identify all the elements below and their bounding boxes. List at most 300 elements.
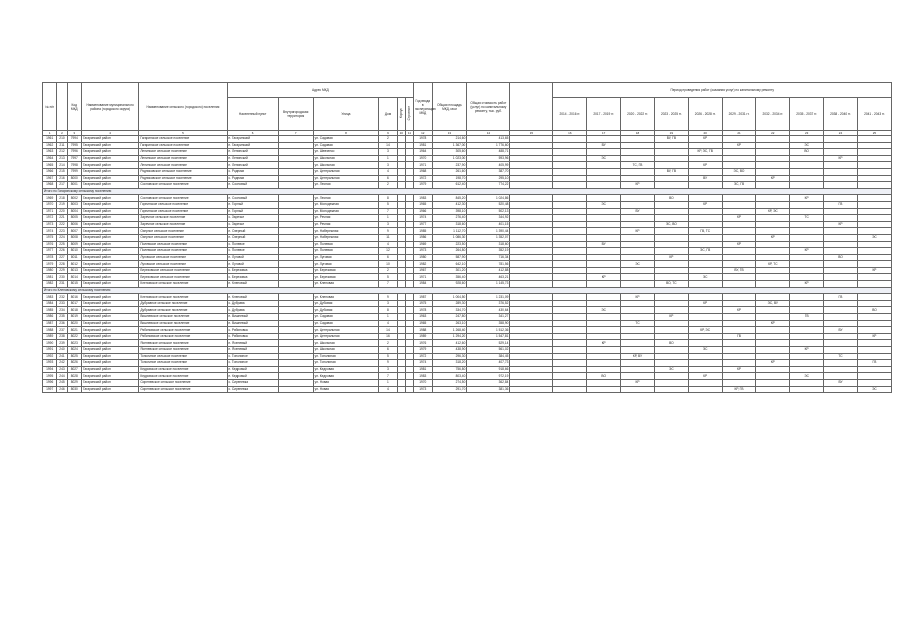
period-cell (553, 155, 587, 162)
cell-k (397, 254, 405, 261)
cell-a: 237,90 (432, 162, 467, 169)
period-cell (688, 208, 722, 215)
cell-d: Гагаринский район (81, 333, 138, 340)
period-cell: ВО (824, 254, 858, 261)
cell-st: ул. Центральная (313, 168, 379, 175)
period-cell: ГВ (857, 360, 891, 367)
table-row (43, 340, 892, 347)
period-cell (756, 379, 790, 386)
cell-tr (278, 320, 313, 327)
period-cell (553, 307, 587, 314)
cell-d: Гагаринский район (81, 274, 138, 281)
cell-n: 1975 (43, 234, 57, 241)
cell-code: 8004 (67, 208, 81, 215)
period-cell (553, 162, 587, 169)
period-cell (553, 248, 587, 255)
period-cell: КР (722, 241, 756, 248)
cell-y: 1974 (414, 215, 432, 222)
period-cell (722, 379, 756, 386)
period-cell (553, 208, 587, 215)
header-house: Дом (379, 98, 397, 131)
period-cell (790, 294, 824, 301)
cell-y: 1974 (414, 360, 432, 367)
cell-p: п. Озерный (227, 228, 278, 235)
cell-a: 412,30 (432, 201, 467, 208)
period-cell (722, 195, 756, 202)
period-cell (756, 386, 790, 393)
cell-p: с. Полевое (227, 241, 278, 248)
cell-id: 241 (57, 353, 67, 360)
cell-x (510, 215, 553, 222)
cell-c: 593,96 (467, 155, 510, 162)
cell-n: 1973 (43, 221, 57, 228)
period-cell (654, 353, 688, 360)
period-cell (654, 234, 688, 241)
cell-x (510, 320, 553, 327)
period-cell: КР (654, 254, 688, 261)
period-cell (756, 136, 790, 143)
cell-s: Ясеневское сельское поселение (139, 340, 227, 347)
cell-tr (278, 248, 313, 255)
cell-p: п. Кленовый (227, 294, 278, 301)
cell-b (405, 149, 413, 156)
cell-b (405, 136, 413, 143)
table-row (43, 300, 892, 307)
period-cell (756, 201, 790, 208)
period-cell: ВО (790, 149, 824, 156)
period-cell (654, 201, 688, 208)
period-cell (722, 254, 756, 261)
cell-x (510, 353, 553, 360)
cell-a: 756,80 (432, 366, 467, 373)
period-cell (688, 340, 722, 347)
cell-id: 244 (57, 373, 67, 380)
period-cell (857, 248, 891, 255)
cell-id: 246 (57, 386, 67, 393)
cell-n: 1992 (43, 353, 57, 360)
period-cell (824, 136, 858, 143)
cell-k (397, 294, 405, 301)
table-row (43, 360, 892, 367)
cell-p: п. Озерный (227, 234, 278, 241)
period-cell (654, 373, 688, 380)
cell-n: 1989 (43, 333, 57, 340)
cell-b (405, 314, 413, 321)
cell-x (510, 228, 553, 235)
cell-st: ул. Березовая (313, 267, 379, 274)
cell-id: 236 (57, 320, 67, 327)
period-cell (857, 162, 891, 169)
cell-c: 413,65 (467, 136, 510, 143)
cell-a: 301,20 (432, 267, 467, 274)
cell-a: 587,90 (432, 254, 467, 261)
column-number-cell: 16 (553, 131, 587, 136)
cell-n: 1977 (43, 248, 57, 255)
period-cell: ГВ (824, 201, 858, 208)
cell-x (510, 267, 553, 274)
period-cell (621, 281, 655, 288)
table-row (43, 281, 892, 288)
cell-y: 1978 (414, 307, 432, 314)
cell-b (405, 155, 413, 162)
period-cell (587, 261, 621, 268)
cell-c: 430,64 (467, 307, 510, 314)
cell-tr (278, 366, 313, 373)
period-cell (587, 228, 621, 235)
period-cell (553, 379, 587, 386)
cell-k (397, 228, 405, 235)
cell-p: с. Сиреневка (227, 379, 278, 386)
period-cell: ТС (790, 215, 824, 222)
cell-b (405, 333, 413, 340)
period-cell (621, 201, 655, 208)
period-cell (857, 379, 891, 386)
cell-s: Березовское сельское поселение (139, 274, 227, 281)
cell-y: 1984 (414, 281, 432, 288)
cell-k (397, 366, 405, 373)
period-cell: КР (824, 221, 858, 228)
cell-code: 8008 (67, 234, 81, 241)
cell-tr (278, 300, 313, 307)
period-cell (857, 274, 891, 281)
period-cell (654, 386, 688, 393)
cell-d: Гагаринский район (81, 340, 138, 347)
period-cell (824, 373, 858, 380)
cell-p: п. Луговой (227, 254, 278, 261)
cell-tr (278, 294, 313, 301)
header-period-1: 2014 - 2016 гг. (553, 98, 587, 131)
period-cell (587, 254, 621, 261)
period-cell: ВУ (824, 327, 858, 334)
cell-s: Дубравное сельское поселение (139, 307, 227, 314)
period-cell (756, 162, 790, 169)
cell-n: 1985 (43, 307, 57, 314)
header-cost-blank (510, 83, 553, 131)
header-no: № п/п (43, 83, 57, 131)
register-table (42, 82, 892, 393)
cell-h: 10 (379, 261, 397, 268)
period-cell (688, 182, 722, 189)
cell-tr (278, 221, 313, 228)
period-cell (621, 347, 655, 354)
period-cell (621, 136, 655, 143)
period-cell (654, 347, 688, 354)
period-cell (553, 234, 587, 241)
cell-code: 8027 (67, 366, 81, 373)
cell-st: ул. Лесная (313, 195, 379, 202)
cell-c: 488,71 (467, 149, 510, 156)
period-cell (790, 168, 824, 175)
cell-id: 245 (57, 379, 67, 386)
period-cell: ГВ (790, 314, 824, 321)
period-cell (688, 142, 722, 149)
cell-c: 502,13 (467, 208, 510, 215)
period-cell (587, 353, 621, 360)
cell-p: п. Кленовый (227, 281, 278, 288)
column-number-cell: 6 (227, 131, 278, 136)
cell-k (397, 320, 405, 327)
cell-s: Рябиновское сельское поселение (139, 327, 227, 334)
period-cell (654, 142, 688, 149)
header-period-9: 2038 - 2040 гг. (824, 98, 858, 131)
cell-k (397, 386, 405, 393)
cell-id: 212 (57, 149, 67, 156)
cell-d: Гагаринский район (81, 162, 138, 169)
cell-x (510, 327, 553, 334)
cell-tr (278, 353, 313, 360)
period-cell (857, 228, 891, 235)
period-cell (857, 208, 891, 215)
period-cell (654, 182, 688, 189)
cell-c: 362,84 (467, 379, 510, 386)
cell-s: Озерное сельское поселение (139, 234, 227, 241)
cell-a: 214,60 (432, 136, 467, 143)
cell-a: 1 004,50 (432, 294, 467, 301)
cell-id: 219 (57, 201, 67, 208)
period-cell (553, 327, 587, 334)
column-number-cell: 1 (43, 131, 57, 136)
period-cell (553, 386, 587, 393)
cell-b (405, 201, 413, 208)
cell-s: Вишневское сельское поселение (139, 320, 227, 327)
cell-k (397, 274, 405, 281)
cell-k (397, 340, 405, 347)
table-row (43, 248, 892, 255)
cell-b (405, 234, 413, 241)
period-cell (688, 379, 722, 386)
column-number-cell: 10 (397, 131, 405, 136)
cell-code: 8003 (67, 201, 81, 208)
cell-k (397, 234, 405, 241)
period-cell: КР, ЭС (688, 327, 722, 334)
cell-k (397, 333, 405, 340)
period-cell: КР (790, 347, 824, 354)
table-row (43, 215, 892, 222)
period-cell (722, 248, 756, 255)
period-cell (857, 300, 891, 307)
cell-h: 4 (379, 320, 397, 327)
period-cell: ЭС, ГВ (722, 182, 756, 189)
period-cell: КР (824, 155, 858, 162)
period-cell (587, 347, 621, 354)
cell-s: Кленовское сельское поселение (139, 294, 227, 301)
table-row (43, 162, 892, 169)
period-cell (621, 195, 655, 202)
period-cell (553, 366, 587, 373)
cell-a: 1 294,20 (432, 333, 467, 340)
period-cell (756, 281, 790, 288)
period-cell: КР (756, 175, 790, 182)
cell-a: 276,40 (432, 215, 467, 222)
cell-h: 11 (379, 234, 397, 241)
period-cell (756, 267, 790, 274)
cell-s: Гагаринское сельское поселение (139, 142, 227, 149)
cell-id: 226 (57, 248, 67, 255)
period-cell (587, 215, 621, 222)
period-cell (824, 314, 858, 321)
period-cell (790, 274, 824, 281)
period-cell (688, 333, 722, 340)
period-cell (553, 201, 587, 208)
column-number-cell: 7 (278, 131, 313, 136)
period-cell (688, 261, 722, 268)
period-cell (756, 366, 790, 373)
period-cell (857, 149, 891, 156)
cell-tr (278, 208, 313, 215)
period-cell: КР, ЭС (756, 208, 790, 215)
period-cell (790, 182, 824, 189)
period-cell (553, 274, 587, 281)
header-period-3: 2020 - 2022 гг. (621, 98, 655, 131)
period-cell (824, 261, 858, 268)
column-number-cell: 8 (313, 131, 379, 136)
period-cell: КР (790, 281, 824, 288)
period-cell (824, 168, 858, 175)
cell-y: 1965 (414, 320, 432, 327)
column-number-cell: 15 (510, 131, 553, 136)
column-number-cell: 20 (688, 131, 722, 136)
period-cell (654, 241, 688, 248)
period-cell (722, 175, 756, 182)
header-address: Адрес МКД (227, 83, 414, 98)
cell-n: 1971 (43, 208, 57, 215)
cell-a: 845,20 (432, 195, 467, 202)
period-cell (857, 168, 891, 175)
period-cell (587, 360, 621, 367)
cell-d: Гагаринский район (81, 136, 138, 143)
table-row (43, 267, 892, 274)
period-cell (587, 136, 621, 143)
table-row (43, 168, 892, 175)
header-district: Наименование муниципального района (городского округа) (81, 83, 138, 131)
cell-p: п. Вишневый (227, 320, 278, 327)
period-cell (654, 228, 688, 235)
cell-c: 561,02 (467, 347, 510, 354)
cell-d: Гагаринский район (81, 353, 138, 360)
period-cell (553, 353, 587, 360)
cell-h: 3 (379, 221, 397, 228)
cell-s: Сосновское сельское поселение (139, 195, 227, 202)
period-cell (824, 340, 858, 347)
cell-st: ул. Набережная (313, 228, 379, 235)
period-cell (857, 201, 891, 208)
cell-tr (278, 228, 313, 235)
cell-st: ул. Дубовая (313, 307, 379, 314)
cell-tr (278, 281, 313, 288)
cell-n: 1988 (43, 327, 57, 334)
period-cell (824, 195, 858, 202)
header-period-6: 2029 - 2031 гг. (722, 98, 756, 131)
cell-c: 405,99 (467, 162, 510, 169)
period-cell: ВУ (824, 379, 858, 386)
cell-tr (278, 195, 313, 202)
cell-d: Гагаринский район (81, 360, 138, 367)
cell-st: ул. Школьная (313, 155, 379, 162)
cell-c: 1 352,07 (467, 234, 510, 241)
table-row (43, 379, 892, 386)
cell-d: Гагаринский район (81, 248, 138, 255)
period-cell (790, 340, 824, 347)
cell-tr (278, 175, 313, 182)
cell-p: п. Вишневый (227, 314, 278, 321)
cell-x (510, 162, 553, 169)
period-cell (553, 149, 587, 156)
period-cell (688, 267, 722, 274)
cell-h: 1 (379, 215, 397, 222)
cell-b (405, 379, 413, 386)
cell-s: Дубравное сельское поселение (139, 300, 227, 307)
period-cell (654, 248, 688, 255)
header-blank (57, 83, 67, 131)
table-row (43, 347, 892, 354)
period-cell (857, 320, 891, 327)
cell-x (510, 307, 553, 314)
period-cell (553, 228, 587, 235)
column-number-cell: 18 (621, 131, 655, 136)
cell-h: 12 (379, 248, 397, 255)
period-cell (857, 182, 891, 189)
period-cell: КР (790, 195, 824, 202)
period-cell (857, 241, 891, 248)
cell-n: 1976 (43, 241, 57, 248)
period-cell (688, 386, 722, 393)
header-territory: Внутригородская территория (278, 98, 313, 131)
period-cell (756, 353, 790, 360)
cell-st: ул. Школьная (313, 162, 379, 169)
cell-x (510, 261, 553, 268)
cell-c: 358,90 (467, 320, 510, 327)
cell-a: 642,10 (432, 261, 467, 268)
period-cell (621, 142, 655, 149)
period-cell (654, 307, 688, 314)
cell-k (397, 168, 405, 175)
cell-x (510, 314, 553, 321)
cell-a: 334,70 (432, 307, 467, 314)
cell-h: 1 (379, 314, 397, 321)
table-row (43, 201, 892, 208)
cell-p: п. Горный (227, 208, 278, 215)
cell-tr (278, 142, 313, 149)
period-cell (790, 155, 824, 162)
period-cell (824, 333, 858, 340)
column-number-cell: 21 (722, 131, 756, 136)
cell-code: 8019 (67, 314, 81, 321)
cell-code: 7997 (67, 155, 81, 162)
cell-id: 222 (57, 221, 67, 228)
cell-k (397, 347, 405, 354)
cell-a: 1 112,70 (432, 228, 467, 235)
period-cell (857, 314, 891, 321)
period-cell (756, 142, 790, 149)
period-cell (790, 201, 824, 208)
period-cell (756, 228, 790, 235)
cell-id: 233 (57, 300, 67, 307)
cell-c: 1 390,44 (467, 228, 510, 235)
cell-n: 1980 (43, 267, 57, 274)
period-cell (587, 281, 621, 288)
subtotal-row (43, 188, 892, 195)
period-cell (587, 248, 621, 255)
cell-tr (278, 314, 313, 321)
cell-n: 1986 (43, 314, 57, 321)
period-cell (857, 221, 891, 228)
table-row (43, 261, 892, 268)
column-number-cell: 9 (379, 131, 397, 136)
cell-k (397, 261, 405, 268)
cell-n: 1993 (43, 360, 57, 367)
cell-y: 1989 (414, 333, 432, 340)
cell-n: 1967 (43, 175, 57, 182)
